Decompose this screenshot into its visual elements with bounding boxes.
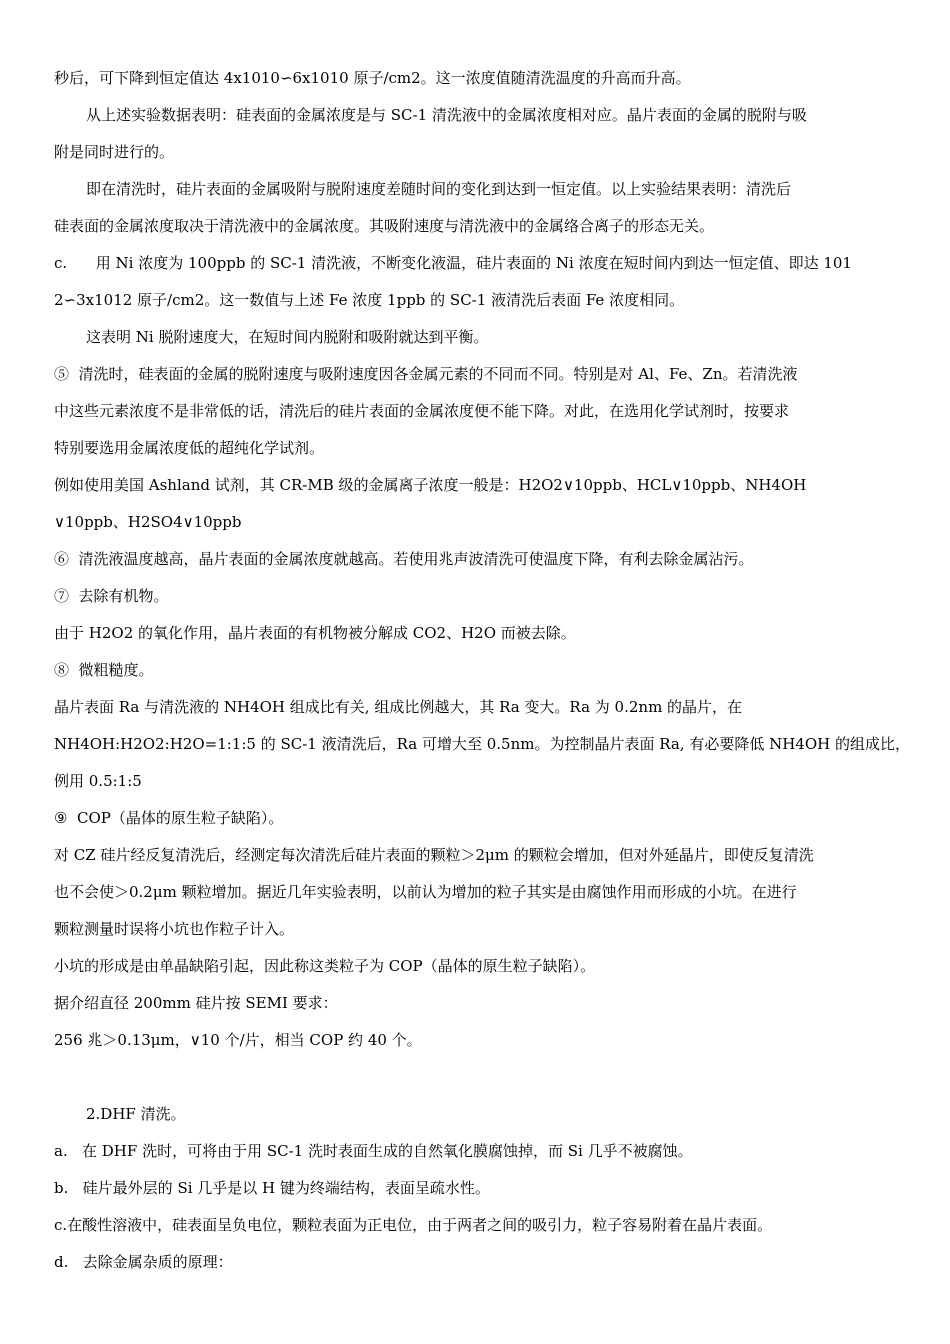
- heading-line: ⑨ COP（晶体的原生粒子缺陷）。: [54, 809, 284, 827]
- text-line: ⑥ 清洗液温度越高，晶片表面的金属浓度就越高。若使用兆声波清洗可使温度下降，有利去除金属沾污。: [54, 550, 754, 568]
- text-line: 特别要选用金属浓度低的超纯化学试剂。: [54, 439, 325, 457]
- text-line: 即在清洗时，硅片表面的金属吸附与脱附速度差随时间的变化到达到一恒定值。以上实验结果表明：清洗后: [86, 180, 792, 198]
- text-line: 对 CZ 硅片经反复清洗后，经测定每次清洗后硅片表面的颗粒＞2μm 的颗粒会增加，但对外延晶片，即使反复清洗: [54, 846, 814, 864]
- text-line: 例用 0.5:1:5: [54, 772, 142, 790]
- text-line: 硅表面的金属浓度取决于清洗液中的金属浓度。其吸附速度与清洗液中的金属络合离子的形态无关。: [54, 217, 715, 235]
- text-line: 小坑的形成是由单晶缺陷引起，因此称这类粒子为 COP（晶体的原生粒子缺陷）。: [54, 957, 596, 975]
- text-line: 附是同时进行的。: [54, 143, 175, 161]
- text-line: ∨10ppb、H2SO4∨10ppb: [54, 513, 242, 531]
- text-line: 这表明 Ni 脱附速度大，在短时间内脱附和吸附就达到平衡。: [86, 328, 489, 346]
- document-page: [54, 60, 911, 1281]
- text-line: a. 在 DHF 洗时，可将由于用 SC-1 洗时表面生成的自然氧化膜腐蚀掉，而 Si 几乎不被腐蚀。: [54, 1142, 693, 1160]
- section-heading: 2.DHF 清洗。: [86, 1105, 186, 1123]
- text-line: 从上述实验数据表明：硅表面的金属浓度是与 SC-1 清洗液中的金属浓度相对应。晶片表面的金属的脱附与吸: [86, 106, 807, 124]
- text-line: 也不会使＞0.2μm 颗粒增加。据近几年实验表明，以前认为增加的粒子其实是由腐蚀作用而形成的小坑。在进行: [54, 883, 797, 901]
- text-line: d. 去除金属杂质的原理：: [54, 1253, 233, 1271]
- text-line: ⑤ 清洗时，硅表面的金属的脱附速度与吸附速度因各金属元素的不同而不同。特别是对 Al、Fe、Zn。若清洗液: [54, 365, 798, 383]
- text-line: 由于 H2O2 的氧化作用，晶片表面的有机物被分解成 CO2、H2O 而被去除。: [54, 624, 576, 642]
- text-line: 例如使用美国 Ashland 试剂，其 CR-MB 级的金属离子浓度一般是：H2O2∨10ppb、HCL∨10ppb、NH4OH: [54, 476, 807, 494]
- heading-line: ⑦ 去除有机物。: [54, 587, 169, 605]
- text-line: 颗粒测量时误将小坑也作粒子计入。: [54, 920, 295, 938]
- text-line: 秒后，可下降到恒定值达 4x1010∽6x1010 原子/cm2。这一浓度值随清洗温度的升高而升高。: [54, 69, 691, 87]
- text-line: 晶片表面 Ra 与清洗液的 NH4OH 组成比有关, 组成比例越大，其 Ra 变大。Ra 为 0.2nm 的晶片，在: [54, 698, 743, 716]
- text-line: c.在酸性溶液中，硅表面呈负电位，颗粒表面为正电位，由于两者之间的吸引力，粒子容易附着在晶片表面。: [54, 1216, 773, 1234]
- text-line: c. 用 Ni 浓度为 100ppb 的 SC-1 清洗液，不断变化液温，硅片表面的 Ni 浓度在短时间内到达一恒定值、即达 101: [54, 254, 852, 272]
- text-line: 据介绍直径 200mm 硅片按 SEMI 要求：: [54, 994, 338, 1012]
- text-line: 256 兆＞0.13μm，∨10 个/片，相当 COP 约 40 个。: [54, 1031, 422, 1049]
- text-line: 2∽3x1012 原子/cm2。这一数值与上述 Fe 浓度 1ppb 的 SC-1 液清洗后表面 Fe 浓度相同。: [54, 291, 685, 309]
- heading-line: ⑧ 微粗糙度。: [54, 661, 154, 679]
- blank-line: [54, 1059, 896, 1096]
- text-line: b. 硅片最外层的 Si 几乎是以 H 键为终端结构，表面呈疏水性。: [54, 1179, 490, 1197]
- text-line: NH4OH:H2O2:H2O=1:1:5 的 SC-1 液清洗后，Ra 可增大至 0.5nm。为控制晶片表面 Ra, 有必要降低 NH4OH 的组成比，: [54, 735, 911, 753]
- text-line: 中这些元素浓度不是非常低的话，清洗后的硅片表面的金属浓度便不能下降。对此，在选用化学试剂时，按要求: [54, 402, 790, 420]
